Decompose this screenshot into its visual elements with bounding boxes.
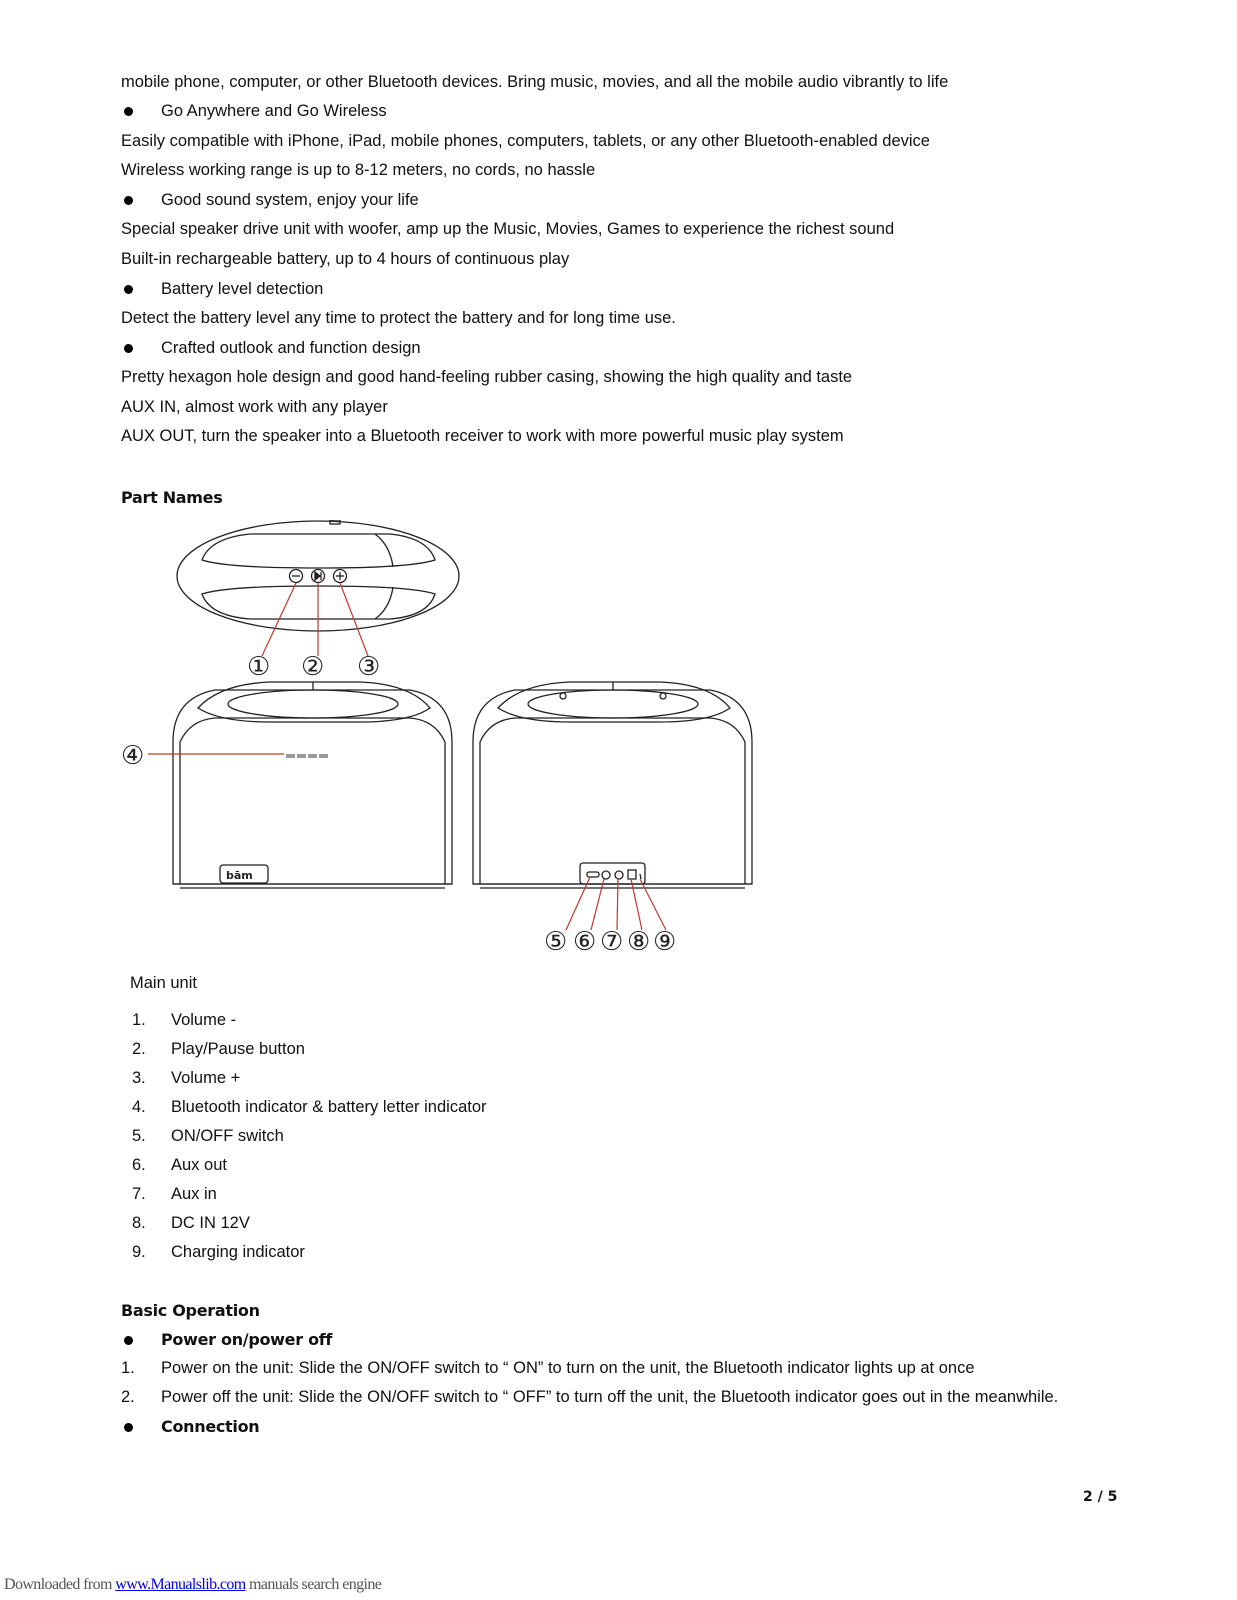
speaker-back-view (473, 682, 752, 888)
callout-label-9: ⑨ (653, 927, 677, 957)
feature-line: Wireless working range is up to 8-12 meters, no cords, no hassle (121, 161, 596, 179)
list-item-number: 3. (132, 1069, 146, 1087)
feature-title: Good sound system, enjoy your life (161, 191, 419, 209)
section-heading-basic-operation: Basic Operation (121, 1301, 260, 1320)
list-item: Aux in (171, 1185, 217, 1203)
footer-prefix: Downloaded from (4, 1576, 116, 1593)
list-item: Play/Pause button (171, 1040, 305, 1058)
footer-suffix: manuals search engine (245, 1576, 382, 1593)
list-item-number: 6. (132, 1156, 146, 1174)
list-item-number: 5. (132, 1127, 146, 1145)
callout-line-5 (566, 877, 590, 930)
footer (4, 1576, 381, 1594)
brand-logo: bām (226, 869, 253, 882)
feature-line: AUX OUT, turn the speaker into a Bluetooth receiver to work with more powerful music play system (121, 427, 844, 445)
bullet-icon (124, 285, 133, 294)
list-item-number: 1. (132, 1011, 146, 1029)
list-item: Aux out (171, 1156, 227, 1174)
feature-line: Pretty hexagon hole design and good hand-feeling rubber casing, showing the high quality and taste (121, 368, 853, 386)
step-number: 1. (121, 1359, 135, 1377)
manualslib-link[interactable]: www.Manualslib.com (115, 1576, 246, 1593)
bullet-icon (124, 344, 133, 353)
step-text: Power off the unit: Slide the ON/OFF switch to “ OFF” to turn off the unit, the Bluetooth indicator goes out in the meanwhile. (161, 1388, 1059, 1406)
callout-line-7 (617, 879, 618, 930)
list-item-number: 2. (132, 1040, 146, 1058)
feature-line: Easily compatible with iPhone, iPad, mobile phones, computers, tablets, or any other Bluetooth-enabled device (121, 132, 930, 150)
list-item: ON/OFF switch (171, 1127, 284, 1145)
list-item: Volume + (171, 1069, 241, 1087)
feature-title: Battery level detection (161, 280, 324, 298)
speaker-parts-diagram (110, 520, 800, 968)
callout-line-9 (640, 879, 666, 930)
callout-label-3: ③ (357, 652, 381, 682)
callout-label-6: ⑥ (573, 927, 597, 957)
callout-label-2: ② (301, 652, 325, 682)
list-item-number: 4. (132, 1098, 146, 1116)
callout-line-8 (631, 879, 642, 930)
subheading-connection: Connection (161, 1417, 260, 1436)
bullet-icon (124, 196, 133, 205)
page-number: 2 / 5 (1083, 1489, 1118, 1505)
callout-label-1: ① (247, 652, 271, 682)
step-text: Power on the unit: Slide the ON/OFF switch to “ ON” to turn on the unit, the Bluetooth indicator lights up at once (161, 1359, 975, 1377)
feature-title: Go Anywhere and Go Wireless (161, 102, 387, 120)
section-heading-part-names: Part Names (121, 488, 223, 507)
callout-label-4: ④ (121, 741, 145, 771)
callout-label-5: ⑤ (544, 927, 568, 957)
bullet-icon (124, 107, 133, 116)
list-item-number: 8. (132, 1214, 146, 1232)
list-item: Volume - (171, 1011, 237, 1029)
bullet-icon (124, 1336, 133, 1345)
list-item: Bluetooth indicator & battery letter indicator (171, 1098, 487, 1116)
callout-line-6 (591, 879, 604, 930)
feature-line: Special speaker drive unit with woofer, amp up the Music, Movies, Games to experience the richest sound (121, 220, 895, 238)
speaker-front-view (173, 682, 452, 888)
list-item: DC IN 12V (171, 1214, 250, 1232)
callout-label-7: ⑦ (600, 927, 624, 957)
intro-text: mobile phone, computer, or other Bluetooth devices. Bring music, movies, and all the mobile audio vibrantly to life (121, 73, 949, 91)
callout-label-8: ⑧ (627, 927, 651, 957)
list-item-number: 9. (132, 1243, 146, 1261)
step-number: 2. (121, 1388, 135, 1406)
feature-title: Crafted outlook and function design (161, 339, 421, 357)
bullet-icon (124, 1423, 133, 1432)
list-item: Charging indicator (171, 1243, 305, 1261)
feature-line: AUX IN, almost work with any player (121, 398, 388, 416)
subheading-power: Power on/power off (161, 1330, 333, 1349)
feature-line: Detect the battery level any time to protect the battery and for long time use. (121, 309, 676, 327)
diagram-caption: Main unit (130, 974, 197, 992)
feature-line: Built-in rechargeable battery, up to 4 hours of continuous play (121, 250, 570, 268)
list-item-number: 7. (132, 1185, 146, 1203)
